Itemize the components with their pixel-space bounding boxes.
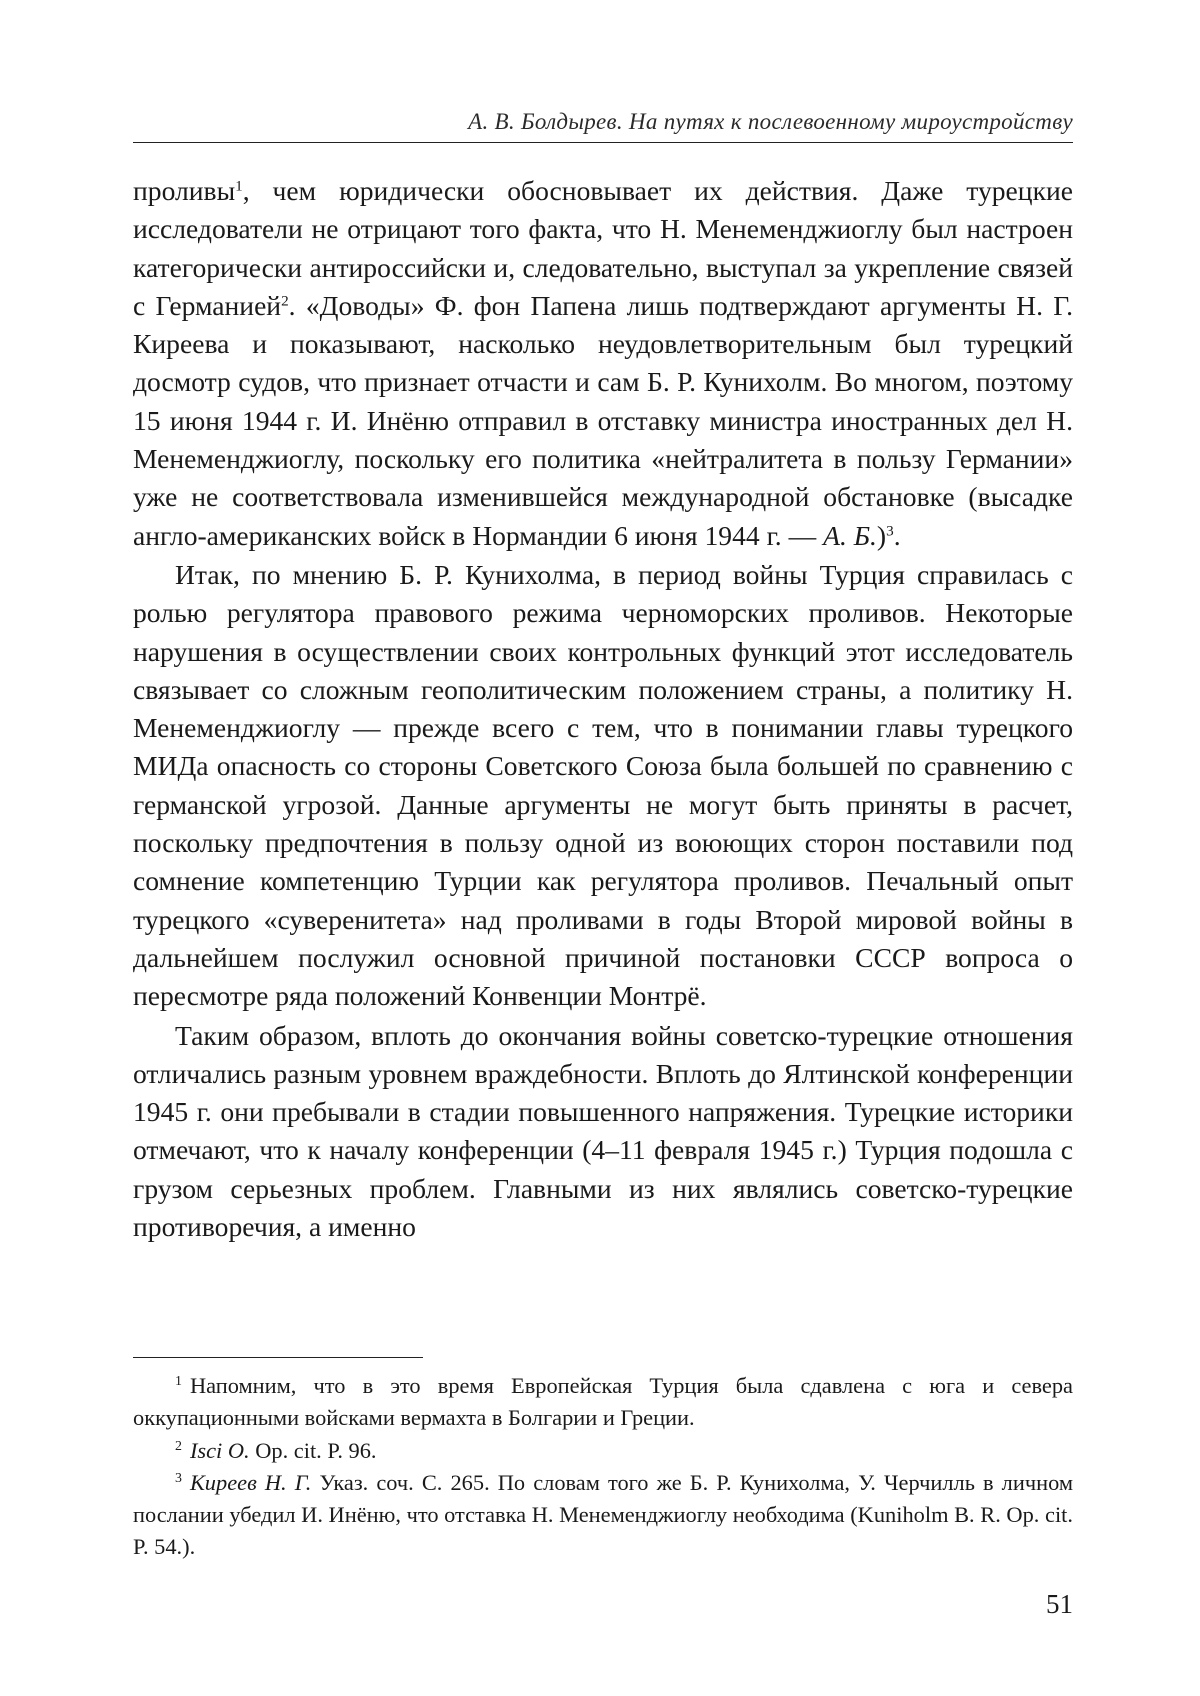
footnote-ref-2: 2: [281, 292, 289, 309]
footnote-3: [133, 1467, 1073, 1564]
footnote-1: [133, 1370, 1073, 1435]
footnote-mark: 1: [175, 1374, 182, 1389]
book-page: [133, 0, 1073, 1696]
footnote-separator: [133, 1357, 423, 1358]
footnote-2: [133, 1435, 1073, 1467]
paragraph-3: Таким образом, вплоть до окончания войны советско-турецкие отношения отличались разным уровнем враждебности. Вплоть до Ялтинской конференции 1945 г. они пребывали в стадии повышенного напряжения. Турецкие историки отмечают, что к началу конференции (4–11 февраля 1945 г.) Турция подошла с грузом серьезных проблем. Главными из них являлись советско-турецкие противоречия, а именно: [133, 1017, 1073, 1247]
running-header: А. В. Болдырев. На путях к послевоенному мироустройству: [133, 107, 1073, 137]
paragraph-1: [133, 172, 1073, 555]
paragraph-2: Итак, по мнению Б. Р. Кунихолма, в период войны Турция справи­лась с ролью регулятора правового режима черноморских проливов. Некоторые нарушения в осуществлении своих контрольных функций этот исследователь связывает со сложным геополитическим поло­жением страны, а политику Н. Менеменджиоглу — прежде всего с тем, что в понимании главы турецкого МИДа опасность со стороны Советского Союза была большей по сравнению с германской угрозой. Данные аргументы не могут быть приняты в расчет, поскольку пред­почтения в пользу одной из воюющих сторон поставили под сомнение компетенцию Турции как регулятора проливов. Печальный опыт турец­кого «суверенитета» над проливами в годы Второй мировой войны в дальнейшем послужил основной причиной постановки СССР вопроса о пересмотре ряда положений Конвенции Монтрё.: [133, 556, 1073, 1016]
footnotes: [133, 1370, 1073, 1564]
paragraph-1-part-e: .: [894, 520, 901, 551]
header-rule: [133, 142, 1073, 143]
main-text: [133, 172, 1073, 1246]
paragraph-1-part-a: проливы: [133, 175, 235, 206]
footnote-ref-3: 3: [886, 522, 894, 539]
footnote-mark: 2: [175, 1439, 182, 1454]
footnote-author: Киреев Н. Г.: [190, 1470, 311, 1495]
paragraph-1-part-c: . «Доводы» Ф. фон Папена лишь под­тверждают аргументы Н. Г. Киреева и показывают, насколько неудовлет­ворительным был турецкий досмотр судов, что признает отчасти и сам Б. Р. Кунихолм. Во многом, поэтому 15 июня 1944 г. И. Инёню отправил в отставку министра иностранных дел Н. Менеменджиоглу, поскольку его политика «нейтралитета в пользу Германии» уже не соответство­вала изменившейся международной обстановке (высадке англо-амери­канских войск в Нормандии 6 июня 1944 г. —: [133, 290, 1073, 551]
author-initials: А. Б.: [823, 520, 877, 551]
footnote-text: Напомним, что в это время Европейская Турция была сдавлена с юга и севера оккупационными войсками вермахта в Болгарии и Греции.: [133, 1373, 1073, 1430]
page-number: 51: [1046, 1588, 1073, 1620]
footnote-ref-1: 1: [235, 178, 243, 195]
paragraph-1-part-b: , чем юридически обосновывает их действия. Даже турецкие исследователи не отрицают того факта, что Н. Менеменджиоглу был настроен категорически антироссийски и, следовательно, выступал за укрепление связей с Германией: [133, 175, 1073, 321]
footnote-author: Isci O.: [190, 1438, 250, 1463]
footnote-text: Указ. соч. С. 265. По словам того же Б. Р. Кунихолма, У. Черчилль в личном послании убедил И. Инёню, что отставка Н. Менеменджиоглу необходима (Kuniholm B. R. Op. cit. P. 54.).: [133, 1470, 1073, 1560]
footnote-mark: 3: [175, 1471, 182, 1486]
paragraph-1-part-d: ): [877, 520, 886, 551]
footnote-text: Op. cit. P. 96.: [250, 1438, 377, 1463]
